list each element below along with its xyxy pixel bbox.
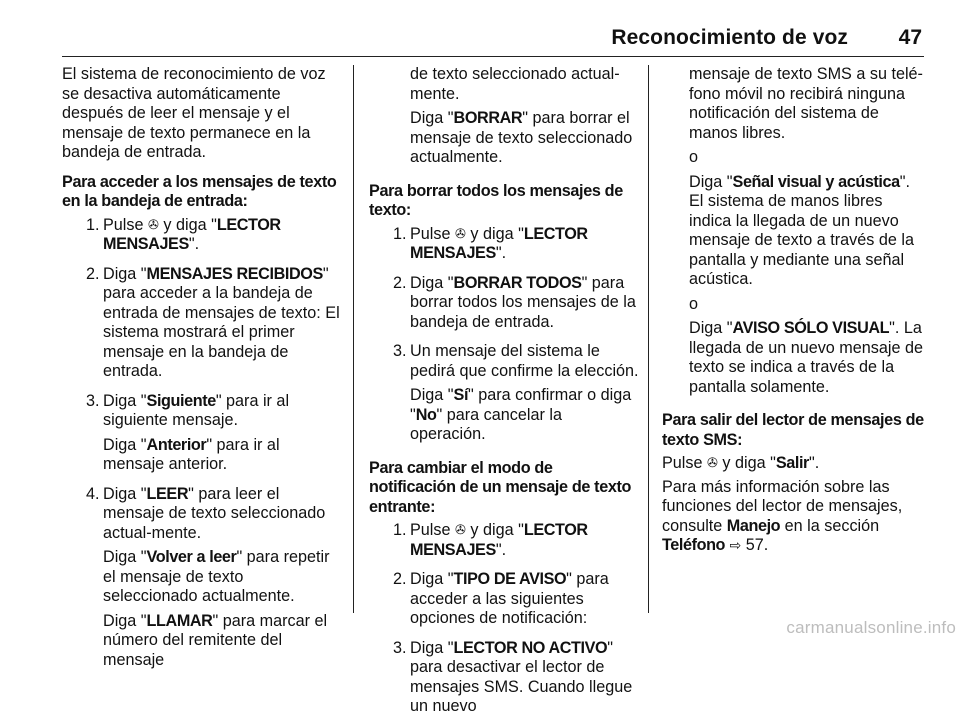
microphone-icon: ✇ (148, 216, 159, 232)
step-number: 1. (86, 215, 100, 234)
section-heading-delete-all: Para borrar todos los mensajes de texto: (369, 181, 623, 219)
microphone-icon: ✇ (707, 455, 718, 470)
step-number: 4. (86, 484, 100, 503)
voice-command: LLAMAR (146, 611, 213, 630)
list-item: 1. Pulse ✇ y diga "LECTOR MENSAJES". (86, 215, 281, 253)
list-item: 1. Pulse ✇ y diga "LECTOR MENSAJES". (393, 224, 588, 262)
voice-command: LECTOR NO ACTIVO (453, 638, 608, 657)
voice-command: Sí (453, 386, 469, 404)
microphone-icon: ✇ (455, 225, 466, 241)
step-number: 1. (393, 521, 407, 539)
voice-command: BORRAR TODOS (453, 273, 582, 292)
voice-command: BORRAR (453, 109, 523, 127)
section-heading-inbox: Para acceder a los mensajes de texto en la bandeja de entrada: (62, 172, 337, 210)
cross-reference[interactable]: Manejo (726, 516, 781, 535)
step-number: 2. (86, 264, 100, 283)
section-heading-notification-mode: Para cambiar el modo de notificación de un mensaje de texto entrante: (369, 458, 632, 516)
list-item: 2. Diga "MENSAJES RECIBIDOS" para acceder a la bandeja de entrada de mensajes de texto: El sistema mostrará el primer mensaje en la bandeja de entrada. (86, 264, 340, 380)
page-header (0, 20, 960, 54)
voice-command: Anterior (146, 435, 207, 454)
more-info-paragraph: Para más información sobre las funciones del lector de mensajes, consulte Manejo en la sección Teléfono ⇨ 57. (662, 477, 903, 554)
list-item: 2. Diga "TIPO DE AVISO" para acceder a las siguientes opciones de notificación: (393, 570, 609, 627)
list-item: 3. Un mensaje del sistema le pedirá que confirme la elección. Diga "Sí" para confirmar o diga "No" para cancelar la operación. (393, 342, 639, 443)
column-1 (62, 65, 340, 680)
header-rule (62, 56, 924, 57)
voice-command: Siguiente (146, 391, 216, 410)
list-item: 3. Diga "Siguiente" para ir al siguiente mensaje. Diga "Anterior" para ir al mensaje anterior. (86, 391, 290, 473)
cross-reference[interactable]: Teléfono (662, 536, 726, 554)
voice-command: Volver a leer (146, 548, 237, 566)
voice-command: Señal visual y acústica (732, 172, 900, 191)
step-number: 2. (393, 273, 407, 292)
page-title: Reconocimiento de voz (611, 26, 848, 49)
step-number: 1. (393, 224, 407, 243)
page-reference-icon: ⇨ (729, 537, 742, 553)
column-2 (369, 65, 639, 727)
intro-paragraph: El sistema de reconocimiento de voz se desactiva automáticamente después de leer el mensaje y el mensaje de texto permanece en la bandeja de entrada. (62, 65, 326, 161)
voice-command: No (415, 405, 437, 424)
step-number: 2. (393, 570, 407, 588)
column-divider-2 (648, 65, 649, 613)
step-number: 3. (86, 391, 100, 410)
column-divider-1 (353, 65, 354, 613)
list-item: 1. Pulse ✇ y diga "LECTOR MENSAJES". (393, 521, 588, 559)
step-number: 3. (393, 342, 407, 360)
voice-command: LECTOR MENSAJES (410, 521, 588, 559)
voice-command: MENSAJES RECIBIDOS (146, 264, 323, 283)
list-item-continued: mensaje de texto SMS a su telé-fono móvil no recibirá ninguna notificación del sistema de manos libres. o Diga "Señal visual y acústica". El sistema de manos libres indica la llegada de un nuevo mensaje de texto a través de la pantalla y mediante una señal acústica. o Diga "AVISO SÓLO VISUAL". La llegada de un nuevo mensaje de texto se indica a través de la pantalla solamente. (689, 65, 923, 396)
voice-command: LEER (146, 484, 189, 503)
voice-command: LECTOR MENSAJES (410, 224, 588, 262)
page-number: 47 (898, 26, 922, 49)
voice-command: AVISO SÓLO VISUAL (732, 319, 890, 337)
voice-command: TIPO DE AVISO (453, 570, 567, 588)
watermark: carmanualsonline.info (786, 618, 956, 637)
voice-command: LECTOR MENSAJES (103, 215, 281, 253)
page-reference[interactable]: 57. (741, 536, 769, 554)
list-item-continued: de texto seleccionado actual-mente. Diga "BORRAR" para borrar el mensaje de texto seleccionado actualmente. (410, 65, 633, 166)
list-item: 2. Diga "BORRAR TODOS" para borrar todos los mensajes de la bandeja de entrada. (393, 273, 636, 331)
voice-command: Salir (775, 454, 809, 472)
microphone-icon: ✇ (455, 522, 466, 537)
list-item: 3. Diga "LECTOR NO ACTIVO" para desactivar el lector de mensajes SMS. Cuando llegue un nuevo (393, 638, 633, 715)
list-item: 4. Diga "LEER" para leer el mensaje de texto seleccionado actual-mente. Diga "Volver a leer" para repetir el mensaje de texto seleccionado actualmente. Diga "LLAMAR" para marcar el número del remitente del mensaje (86, 484, 330, 669)
section-heading-exit: Para salir del lector de mensajes de texto SMS: (662, 411, 924, 449)
column-3: mensaje de texto SMS a su telé-fono móvil no recibirá ninguna notificación del sistema de manos libres. o Diga "Señal visual y acústica". El sistema de manos libres indica la llegada de un nuevo mensaje de texto a través de la pantalla y mediante una señal acústica. o Diga "AVISO SÓLO VISUAL". La llegada de un nuevo mensaje de texto se indica a través de la pantalla solamente. Para salir del lector de mensajes de texto SMS: Pulse ✇ y diga "Salir". Para más información sobre las funciones del lector de mensajes, consulte Manejo en la sección Teléfono ⇨ 57. (662, 65, 928, 566)
step-number: 3. (393, 638, 407, 657)
